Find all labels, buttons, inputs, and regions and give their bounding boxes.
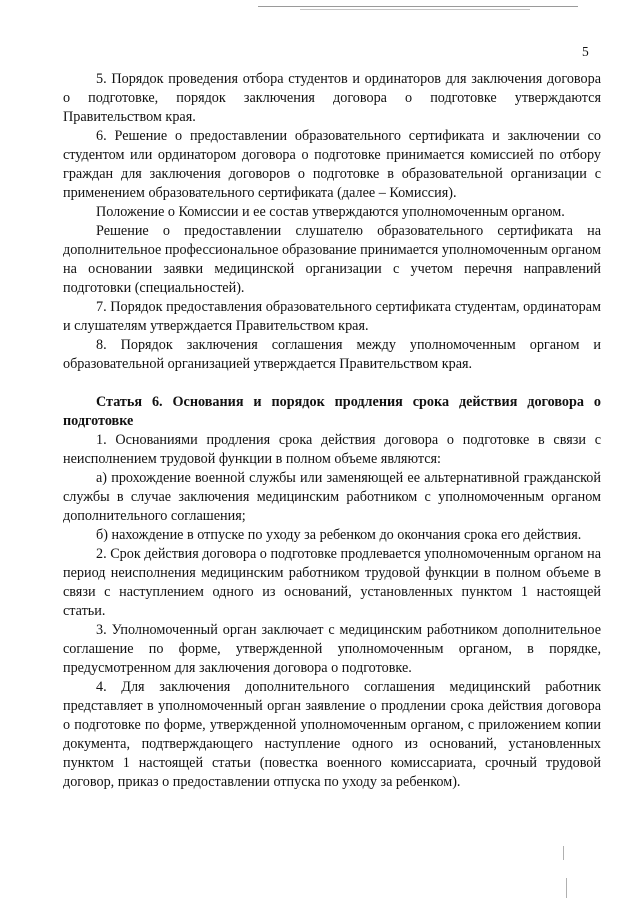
paragraph: а) прохождение военной службы или заменяющей ее альтернативной гражданской службы в случае заключения медицинским работником с уполномоченным органом дополнительного соглашения; xyxy=(63,470,601,524)
paragraph: 6. Решение о предоставлении образовательного сертификата и заключении со студентом или ординатором договора о подготовке принимается комиссией по отбору граждан для заключения договоров о подготовке в образовательной организации с применением образовательного сертификата (далее – Комиссия). xyxy=(63,128,601,201)
document-body xyxy=(63,70,601,792)
top-rule-short xyxy=(300,9,530,10)
paragraph: 1. Основаниями продления срока действия договора о подготовке в связи с неисполнением трудовой функции в полном объеме являются: xyxy=(63,432,601,467)
paragraph: 4. Для заключения дополнительного соглашения медицинский работник представляет в уполномоченный орган заявление о продлении срока действия договора о подготовке по форме, утвержденной уполномоченным органом, с приложением копии документа, подтверждающего наступление одного из оснований, установленных пунктом 1 настоящей статьи (повестка военного комиссариата, срочный трудовой договор, приказ о предоставлении отпуска по уходу за ребенком). xyxy=(63,679,601,790)
top-rule xyxy=(258,6,578,7)
scan-mark xyxy=(566,878,567,898)
paragraph: б) нахождение в отпуске по уходу за ребенком до окончания срока его действия. xyxy=(96,527,582,543)
paragraph: 7. Порядок предоставления образовательного сертификата студентам, ординаторам и слушателям утверждается Правительством края. xyxy=(63,299,601,334)
paragraph: 5. Порядок проведения отбора студентов и ординаторов для заключения договора о подготовке, порядок заключения договора о подготовке утверждаются Правительством края. xyxy=(63,71,601,125)
paragraph: 2. Срок действия договора о подготовке продлевается уполномоченным органом на период неисполнения медицинским работником трудовой функции в полном объеме в связи с наступлением одного из оснований, установленных пунктом 1 настоящей статьи. xyxy=(63,546,601,619)
paragraph: Положение о Комиссии и ее состав утверждаются уполномоченным органом. xyxy=(96,204,565,220)
scan-mark xyxy=(563,846,564,860)
paragraph: 8. Порядок заключения соглашения между уполномоченным органом и образовательной организацией утверждается Правительством края. xyxy=(63,337,601,372)
page-number: 5 xyxy=(582,44,589,59)
article-heading: Статья 6. Основания и порядок продления срока действия договора о подготовке xyxy=(63,394,601,429)
paragraph: 3. Уполномоченный орган заключает с медицинским работником дополнительное соглашение по форме, утвержденной уполномоченным органом, в порядке, предусмотренном для заключения договора о подготовке. xyxy=(63,622,601,676)
paragraph: Решение о предоставлении слушателю образовательного сертификата на дополнительное профессиональное образование принимается уполномоченным органом на основании заявки медицинской организации с учетом перечня направлений подготовки (специальностей). xyxy=(63,223,602,296)
